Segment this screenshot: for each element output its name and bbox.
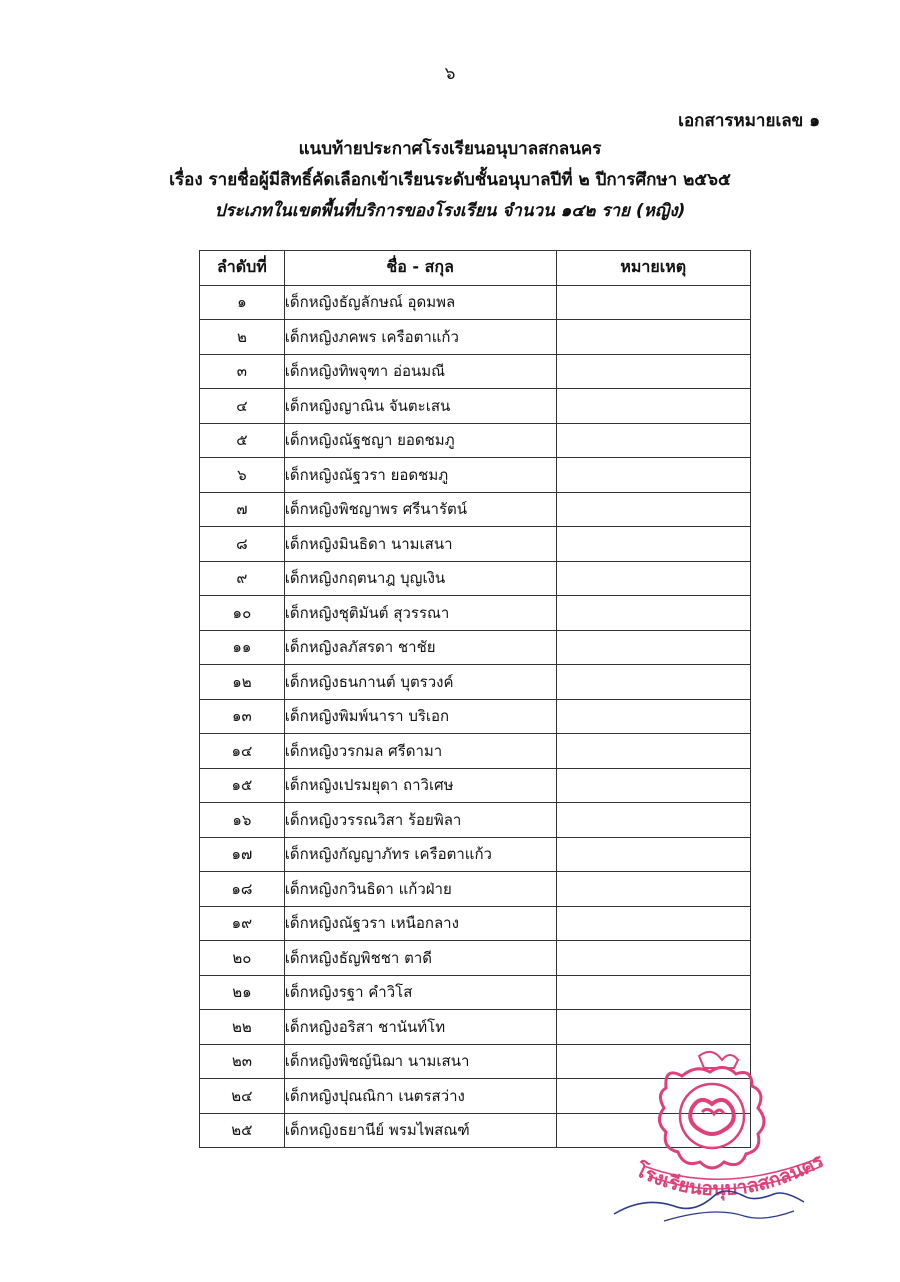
table-row <box>200 561 751 596</box>
row-number: ๒๕ <box>200 1113 285 1148</box>
row-remark <box>556 734 750 769</box>
student-name: เด็กหญิงวรรณวิสา ร้อยพิลา <box>284 803 556 838</box>
student-name: เด็กหญิงทิพจุฑา อ่อนมณี <box>284 354 556 389</box>
row-number: ๒๑ <box>200 975 285 1010</box>
row-number: ๑๖ <box>200 803 285 838</box>
table-row <box>200 734 751 769</box>
row-number: ๑๐ <box>200 596 285 631</box>
row-number: ๑๘ <box>200 872 285 907</box>
table-row <box>200 975 751 1010</box>
row-remark <box>556 630 750 665</box>
table-row <box>200 423 751 458</box>
row-remark <box>556 803 750 838</box>
row-remark <box>556 837 750 872</box>
row-number: ๒๓ <box>200 1044 285 1079</box>
header-order: ลำดับที่ <box>200 251 285 286</box>
row-number: ๑ <box>200 285 285 320</box>
header-remark: หมายเหตุ <box>556 251 750 286</box>
page-number: ๖ <box>444 64 456 84</box>
category-title: ประเภทในเขตพื้นที่บริการของโรงเรียน จำนวน ๑๔๒ ราย (หญิง) <box>214 201 686 221</box>
table-row <box>200 492 751 527</box>
row-remark <box>556 872 750 907</box>
student-name: เด็กหญิงปุณณิกา เนตรสว่าง <box>284 1079 556 1114</box>
table-row <box>200 803 751 838</box>
table-row <box>200 699 751 734</box>
row-number: ๑๓ <box>200 699 285 734</box>
subject-title: เรื่อง รายชื่อผู้มีสิทธิ์คัดเลือกเข้าเรียนระดับชั้นอนุบาลปีที่ ๒ ปีการศึกษา ๒๕๖๕ <box>169 170 731 190</box>
row-number: ๑๔ <box>200 734 285 769</box>
student-name: เด็กหญิงมินธิดา นามเสนา <box>284 527 556 562</box>
document-number: เอกสารหมายเลข ๑ <box>678 111 820 131</box>
svg-text:โรงเรียนอนุบาลสกลนคร <box>631 1149 828 1201</box>
student-name: เด็กหญิงธนกานต์ บุตรวงค์ <box>284 665 556 700</box>
table-row <box>200 768 751 803</box>
row-remark <box>556 768 750 803</box>
student-name: เด็กหญิงณัฐวรา ยอดชมภู <box>284 458 556 493</box>
row-number: ๕ <box>200 423 285 458</box>
student-name: เด็กหญิงธัญพิชชา ตาดี <box>284 941 556 976</box>
row-number: ๖ <box>200 458 285 493</box>
student-name: เด็กหญิงณัฐวรา เหนือกลาง <box>284 906 556 941</box>
student-name: เด็กหญิงภคพร เครือตาแก้ว <box>284 320 556 355</box>
table-header-row <box>200 251 751 286</box>
row-number: ๒ <box>200 320 285 355</box>
table-row <box>200 837 751 872</box>
row-number: ๗ <box>200 492 285 527</box>
row-number: ๒๔ <box>200 1079 285 1114</box>
table-row <box>200 285 751 320</box>
student-name: เด็กหญิงญาณิน จันตะเสน <box>284 389 556 424</box>
student-name: เด็กหญิงลภัสรดา ชาชัย <box>284 630 556 665</box>
row-number: ๑๒ <box>200 665 285 700</box>
row-remark <box>556 320 750 355</box>
student-name: เด็กหญิงพิมพ์นารา บริเอก <box>284 699 556 734</box>
student-list-table <box>199 250 751 1148</box>
student-name: เด็กหญิงรฐา คำวิโส <box>284 975 556 1010</box>
announcement-title: แนบท้ายประกาศโรงเรียนอนุบาลสกลนคร <box>298 139 602 159</box>
row-number: ๘ <box>200 527 285 562</box>
row-remark <box>556 354 750 389</box>
row-remark <box>556 423 750 458</box>
student-name: เด็กหญิงธยานีย์ พรมไพสณฑ์ <box>284 1113 556 1148</box>
table-row <box>200 389 751 424</box>
school-seal-icon <box>604 1046 854 1256</box>
table-row <box>200 630 751 665</box>
row-remark <box>556 285 750 320</box>
student-name: เด็กหญิงกฤตนาฎ บุญเงิน <box>284 561 556 596</box>
row-remark <box>556 596 750 631</box>
row-remark <box>556 389 750 424</box>
table-row <box>200 596 751 631</box>
header-name: ชื่อ - สกุล <box>284 251 556 286</box>
seal-text: โรงเรียนอนุบาลสกลนคร <box>631 1149 828 1201</box>
table-row <box>200 354 751 389</box>
student-name: เด็กหญิงอริสา ชานันท์โท <box>284 1010 556 1045</box>
student-name: เด็กหญิงพิชญ์นิฌา นามเสนา <box>284 1044 556 1079</box>
student-name: เด็กหญิงชุติมันต์ สุวรรณา <box>284 596 556 631</box>
student-name: เด็กหญิงธัญลักษณ์ อุดมพล <box>284 285 556 320</box>
student-name: เด็กหญิงวรกมล ศรีดามา <box>284 734 556 769</box>
student-name: เด็กหญิงกัญญาภัทร เครือตาแก้ว <box>284 837 556 872</box>
row-number: ๔ <box>200 389 285 424</box>
row-number: ๒๐ <box>200 941 285 976</box>
table-row <box>200 320 751 355</box>
row-remark <box>556 1010 750 1045</box>
row-remark <box>556 561 750 596</box>
table-row <box>200 906 751 941</box>
row-number: ๓ <box>200 354 285 389</box>
row-remark <box>556 906 750 941</box>
student-name: เด็กหญิงณัฐชญา ยอดชมภู <box>284 423 556 458</box>
row-remark <box>556 975 750 1010</box>
title-block <box>0 134 900 227</box>
table-row <box>200 941 751 976</box>
row-remark <box>556 941 750 976</box>
row-number: ๑๑ <box>200 630 285 665</box>
row-number: ๑๕ <box>200 768 285 803</box>
row-remark <box>556 492 750 527</box>
row-remark <box>556 527 750 562</box>
row-number: ๑๙ <box>200 906 285 941</box>
table-row <box>200 665 751 700</box>
row-remark <box>556 458 750 493</box>
student-name: เด็กหญิงเปรมยุดา ถาวิเศษ <box>284 768 556 803</box>
row-number: ๑๗ <box>200 837 285 872</box>
student-name: เด็กหญิงกวินธิดา แก้วฝ่าย <box>284 872 556 907</box>
student-name: เด็กหญิงพิชญาพร ศรีนารัตน์ <box>284 492 556 527</box>
row-remark <box>556 665 750 700</box>
table-row <box>200 458 751 493</box>
table-row <box>200 1010 751 1045</box>
table-row <box>200 872 751 907</box>
row-number: ๒๒ <box>200 1010 285 1045</box>
table-row <box>200 527 751 562</box>
row-number: ๙ <box>200 561 285 596</box>
row-remark <box>556 699 750 734</box>
